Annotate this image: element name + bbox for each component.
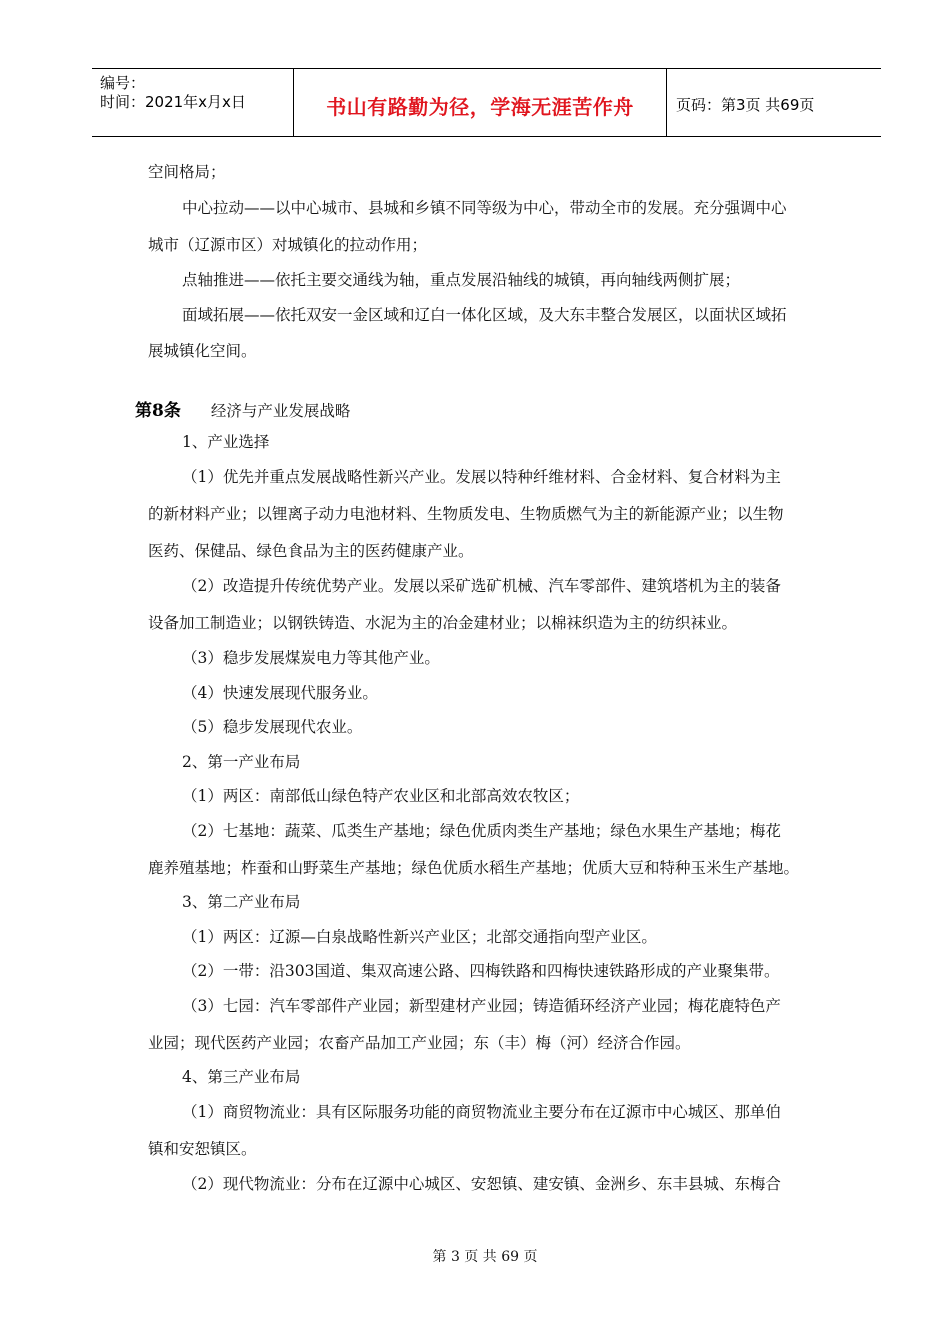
article-title: 经济与产业发展战略	[210, 402, 351, 420]
page-header	[92, 68, 881, 137]
body-line: （2）一带：沿303国道、集双高速公路、四梅铁路和四梅快速铁路形成的产业聚集带。	[182, 962, 780, 980]
intro-line: 空间格局；	[148, 163, 226, 181]
section-heading: 3、第二产业布局	[182, 893, 301, 911]
body-line: 鹿养殖基地；柞蚕和山野菜生产基地；绿色优质水稻生产基地；优质大豆和特种玉米生产基地。	[148, 859, 800, 877]
body-line: （5）稳步发展现代农业。	[182, 718, 363, 736]
header-page-cell	[666, 69, 881, 136]
section-heading: 4、第三产业布局	[182, 1068, 301, 1086]
page-info: 页码：第3页 共69页	[676, 96, 815, 114]
body-line: 设备加工制造业；以钢铁铸造、水泥为主的冶金建材业；以棉袜织造为主的纺织袜业。	[148, 614, 738, 632]
section-heading: 2、第一产业布局	[182, 753, 301, 771]
intro-line: 面域拓展——依托双安一金区域和辽白一体化区域，及大东丰整合发展区，以面状区域拓	[182, 306, 787, 324]
body-line: （1）商贸物流业：具有区际服务功能的商贸物流业主要分布在辽源市中心城区、那单伯	[182, 1103, 781, 1121]
body-line: 业园；现代医药产业园；农畜产品加工产业园；东（丰）梅（河）经济合作园。	[148, 1034, 691, 1052]
header-motto-cell	[293, 69, 667, 136]
body-line: （2）现代物流业：分布在辽源中心城区、安恕镇、建安镇、金洲乡、东丰县城、东梅合	[182, 1175, 781, 1193]
body-line: 的新材料产业；以锂离子动力电池材料、生物质发电、生物质燃气为主的新能源产业；以生物	[148, 505, 784, 523]
page-footer: 第 3 页 共 69 页	[432, 1249, 538, 1265]
body-line: （1）优先并重点发展战略性新兴产业。发展以特种纤维材料、合金材料、复合材料为主	[182, 468, 781, 486]
body-line: （3）稳步发展煤炭电力等其他产业。	[182, 649, 440, 667]
body-line: （1）两区：辽源—白泉战略性新兴产业区；北部交通指向型产业区。	[182, 928, 657, 946]
article-number: 第8条	[135, 401, 181, 421]
body-line: （2）七基地：蔬菜、瓜类生产基地；绿色优质肉类生产基地；绿色水果生产基地；梅花	[182, 822, 781, 840]
intro-line: 城市（辽源市区）对城镇化的拉动作用；	[148, 236, 428, 254]
body-line: 镇和安恕镇区。	[148, 1140, 257, 1158]
section-heading: 1、产业选择	[182, 433, 270, 451]
article-heading	[135, 396, 350, 421]
motto-text: 书山有路勤为径，学海无涯苦作舟	[326, 95, 634, 119]
body-line: （4）快速发展现代服务业。	[182, 684, 378, 702]
body-line: （1）两区：南部低山绿色特产农业区和北部高效农牧区；	[182, 787, 580, 805]
intro-line: 展城镇化空间。	[148, 342, 257, 360]
time-label: 时间：2021年x月x日	[100, 93, 246, 111]
doc-number-label: 编号：	[100, 74, 146, 92]
body-line: （3）七园：汽车零部件产业园；新型建材产业园；铸造循环经济产业园；梅花鹿特色产	[182, 997, 781, 1015]
header-meta-cell	[92, 69, 292, 136]
intro-line: 点轴推进——依托主要交通线为轴，重点发展沿轴线的城镇，再向轴线两侧扩展；	[182, 271, 741, 289]
intro-line: 中心拉动——以中心城市、县城和乡镇不同等级为中心，带动全市的发展。充分强调中心	[182, 199, 787, 217]
body-line: 医药、保健品、绿色食品为主的医药健康产业。	[148, 542, 474, 560]
body-line: （2）改造提升传统优势产业。发展以采矿选矿机械、汽车零部件、建筑塔机为主的装备	[182, 577, 781, 595]
